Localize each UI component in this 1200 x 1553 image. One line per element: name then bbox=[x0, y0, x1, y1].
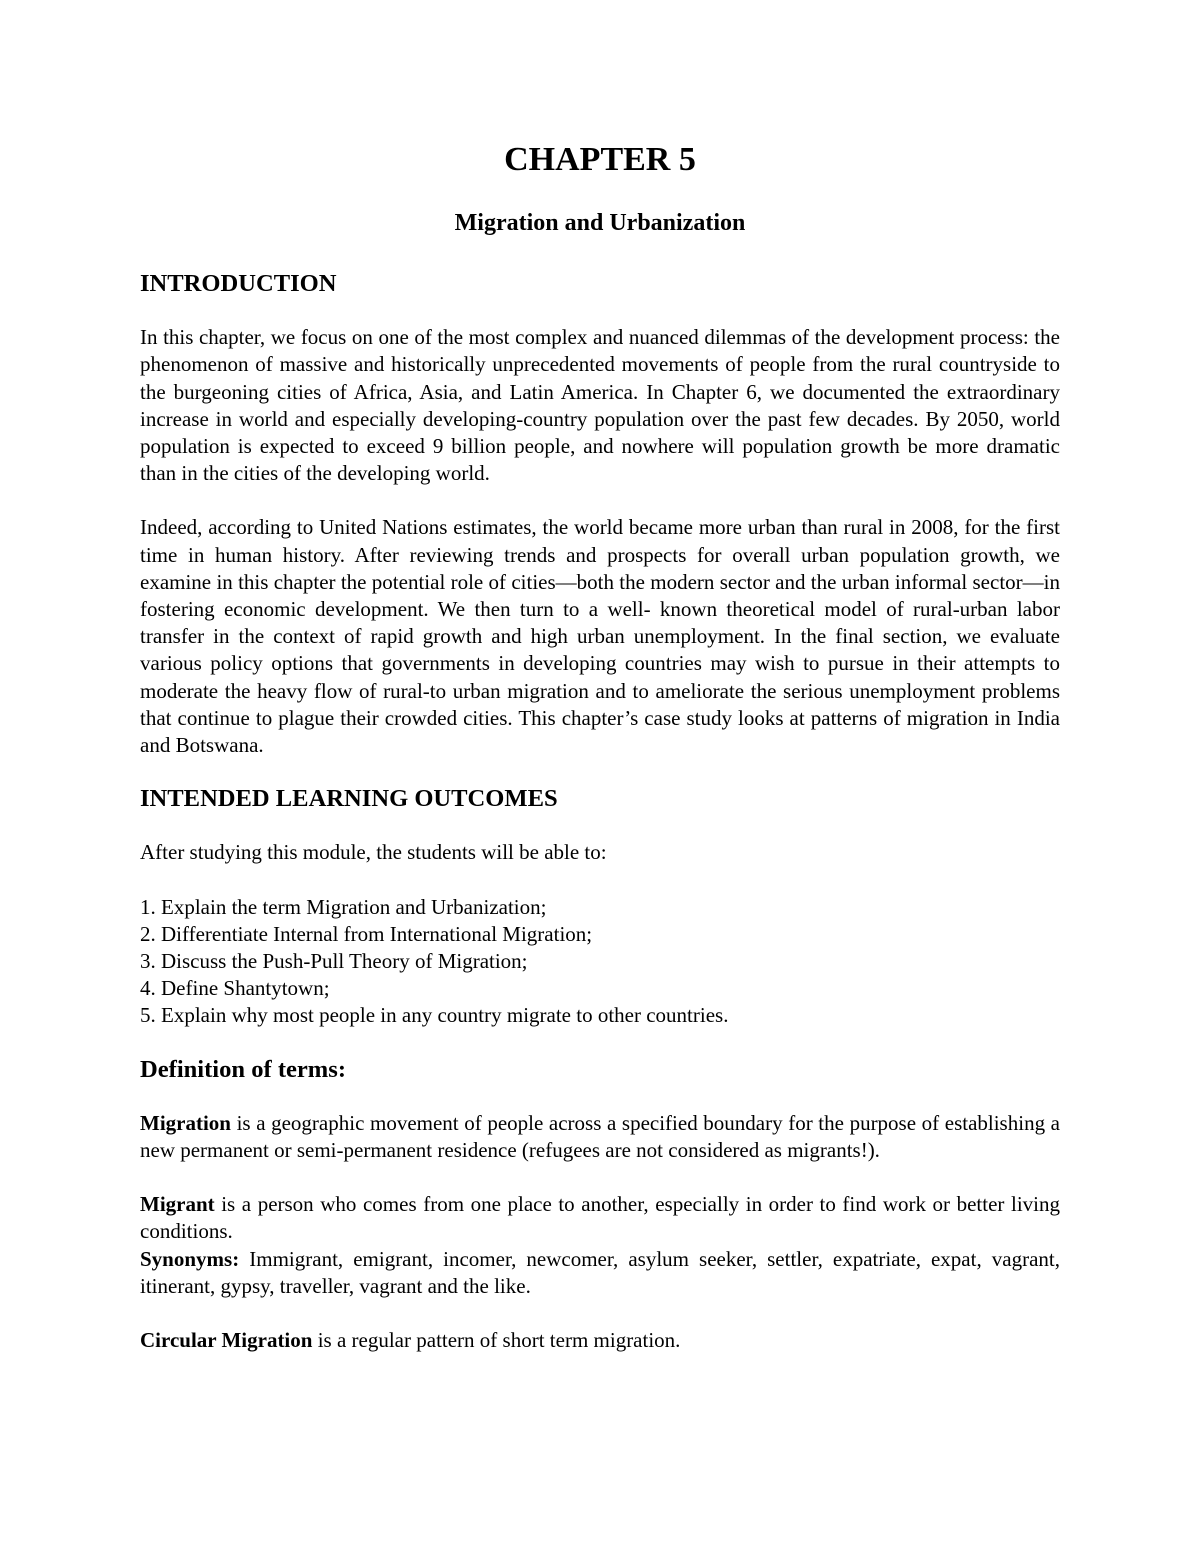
list-item: 5. Explain why most people in any country migrate to other countries. bbox=[140, 1003, 729, 1028]
definition-term: Migrant bbox=[140, 1192, 215, 1217]
definition-circular-migration bbox=[140, 1327, 1060, 1354]
definitions-heading: Definition of terms: bbox=[140, 1055, 346, 1083]
list-item: 3. Discuss the Push-Pull Theory of Migration; bbox=[140, 949, 528, 974]
document-page bbox=[140, 138, 1060, 1354]
introduction-heading: INTRODUCTION bbox=[140, 270, 337, 297]
introduction-paragraph-1: In this chapter, we focus on one of the most complex and nuanced dilemmas of the development process: the phenomenon of massive and historically unprecedented movements of people from the rural countryside to the burgeoning cities of Africa, Asia, and Latin America. In Chapter 6, we documented the extraordinary increase in world and especially developing-country population over the past few decades. By 2050, world population is expected to exceed 9 billion people, and nowhere will population growth be more dramatic than in the cities of the developing world. bbox=[140, 325, 1060, 486]
definition-migrant bbox=[140, 1191, 1060, 1245]
definition-term: Circular Migration bbox=[140, 1328, 313, 1353]
definition-migration bbox=[140, 1110, 1060, 1164]
definition-synonyms bbox=[140, 1246, 1060, 1300]
definition-text: Immigrant, emigrant, incomer, newcomer, asylum seeker, settler, expatriate, expat, vagrant, itinerant, gypsy, traveller, vagrant and the like. bbox=[140, 1246, 1060, 1298]
definition-text: is a regular pattern of short term migration. bbox=[312, 1328, 681, 1353]
definition-term: Synonyms: bbox=[140, 1246, 240, 1271]
definition-term: Migration bbox=[140, 1110, 231, 1135]
outcomes-list bbox=[140, 894, 1060, 1030]
definition-text: is a geographic movement of people across a specified boundary for the purpose of establishing a new permanent or semi-permanent residence (refugees are not considered as migrants!). bbox=[140, 1110, 1060, 1163]
chapter-title: Migration and Urbanization bbox=[454, 210, 746, 236]
chapter-number: CHAPTER 5 bbox=[504, 141, 696, 178]
list-item: 1. Explain the term Migration and Urbanization; bbox=[140, 894, 547, 919]
outcomes-lead: After studying this module, the students will be able to: bbox=[140, 840, 607, 865]
definition-text: is a person who comes from one place to another, especially in order to find work or better living conditions. bbox=[140, 1192, 1060, 1244]
list-item: 2. Differentiate Internal from International Migration; bbox=[140, 921, 593, 946]
outcomes-heading: INTENDED LEARNING OUTCOMES bbox=[140, 785, 558, 813]
introduction-paragraph-2: Indeed, according to United Nations estimates, the world became more urban than rural in 2008, for the first time in human history. After reviewing trends and prospects for overall urban population growth, we examine in this chapter the potential role of cities—both the modern sector and the urban informal sector—in fostering economic development. We then turn to a well- known theoretical model of rural-urban labor transfer in the context of rapid growth and high urban unemployment. In the final section, we evaluate various policy options that governments in developing countries may wish to pursue in their attempts to moderate the heavy flow of rural-to urban migration and to ameliorate the serious unemployment problems that continue to plague their crowded cities. This chapter’s case study looks at patterns of migration in India and Botswana. bbox=[140, 515, 1060, 758]
list-item: 4. Define Shantytown; bbox=[140, 976, 330, 1001]
